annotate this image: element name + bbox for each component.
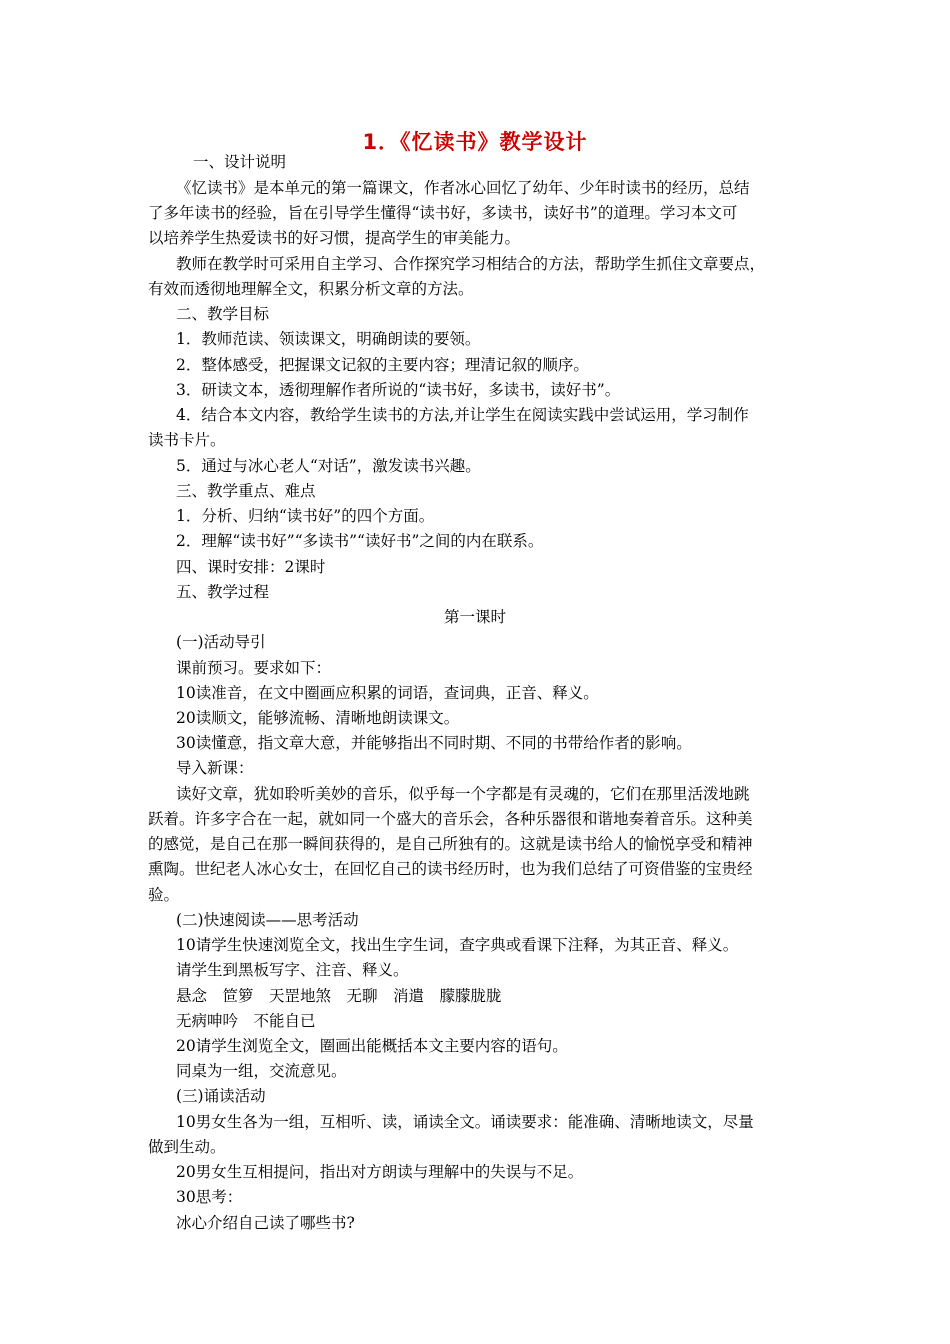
text-line: 《忆读书》是本单元的第一篇课文，作者冰心回忆了幼年、少年时读书的经历，总结 [176,179,750,197]
text-line: 一、设计说明 [193,153,287,171]
text-line: 读书卡片。 [148,431,226,449]
text-line: 4．结合本文内容，教给学生读书的方法,并让学生在阅读实践中尝试运用，学习制作 [176,406,749,424]
text-line: 10男女生各为一组，互相听、读，诵读全文。诵读要求：能准确、清晰地读文，尽量 [176,1113,754,1131]
text-line: 2．整体感受，把握课文记叙的主要内容；理清记叙的顺序。 [176,356,589,374]
text-line: 课前预习。要求如下： [176,659,332,677]
text-line: 有效而透彻地理解全文，积累分析文章的方法。 [148,280,474,298]
text-line: 二、教学目标 [176,305,270,323]
text-line: 四、课时安排：2课时 [176,558,326,576]
text-line: (三)诵读活动 [176,1087,266,1105]
text-line: 同桌为一组，交流意见。 [176,1062,347,1080]
text-line: 导入新课： [176,759,254,777]
text-line: 1．分析、归纳“读书好”的四个方面。 [176,507,435,525]
text-line: 30思考： [176,1188,243,1206]
text-line: 2．理解“读书好”“多读书”“读好书”之间的内在联系。 [176,532,544,550]
text-line: 10读准音，在文中圈画应积累的词语，查词典，正音、释义。 [176,684,599,702]
text-line: 以培养学生热爱读书的好习惯，提高学生的审美能力。 [148,229,521,247]
text-line: 了多年读书的经验，旨在引导学生懂得“读书好，多读书，读好书”的道理。学习本文可 [148,204,738,222]
text-line: 无病呻吟 不能自已 [176,1012,316,1030]
text-line: 熏陶。世纪老人冰心女士，在回忆自己的读书经历时，也为我们总结了可资借鉴的宝贵经 [148,860,753,878]
text-line: 做到生动。 [148,1138,226,1156]
text-line: 3．研读文本，透彻理解作者所说的“读书好，多读书，读好书”。 [176,381,621,399]
text-line: 5．通过与冰心老人“对话”，激发读书兴趣。 [176,457,481,475]
text-line: (一)活动导引 [176,633,266,651]
text-line: 冰心介绍自己读了哪些书? [176,1214,355,1232]
text-line: 验。 [148,886,180,904]
text-line: 30读懂意，指文章大意，并能够指出不同时期、不同的书带给作者的影响。 [176,734,692,752]
page-title: 1．《忆读书》教学设计 [362,130,588,154]
text-line: 10请学生快速浏览全文，找出生字生词，查字典或看课下注释，为其正音、释义。 [176,936,739,954]
text-line: (二)快速阅读——思考活动 [176,911,359,929]
text-line: 1．教师范读、领读课文，明确朗读的要领。 [176,330,481,348]
text-line: 教师在教学时可采用自主学习、合作探究学习相结合的方法，帮助学生抓住文章要点， [176,255,766,273]
text-line: 20男女生互相提问，指出对方朗读与理解中的失误与不足。 [176,1163,584,1181]
text-line: 三、教学重点、难点 [176,482,316,500]
text-line: 的感觉，是自己在那一瞬间获得的，是自己所独有的。这就是读书给人的愉悦享受和精神 [148,835,753,853]
text-line: 请学生到黑板写字、注音、释义。 [176,961,409,979]
text-line: 跃着。许多字合在一起，就如同一个盛大的音乐会，各种乐器很和谐地奏着音乐。这种美 [148,810,753,828]
text-line: 20读顺文，能够流畅、清晰地朗读课文。 [176,709,460,727]
text-line: 五、教学过程 [176,583,270,601]
text-line: 20请学生浏览全文，圈画出能概括本文主要内容的语句。 [176,1037,568,1055]
text-line: 悬念 笸箩 天罡地煞 无聊 消遣 朦朦胧胧 [176,987,502,1005]
text-line: 第一课时 [443,608,506,626]
text-line: 读好文章，犹如聆听美妙的音乐，似乎每一个字都是有灵魂的，它们在那里活泼地跳 [176,785,750,803]
